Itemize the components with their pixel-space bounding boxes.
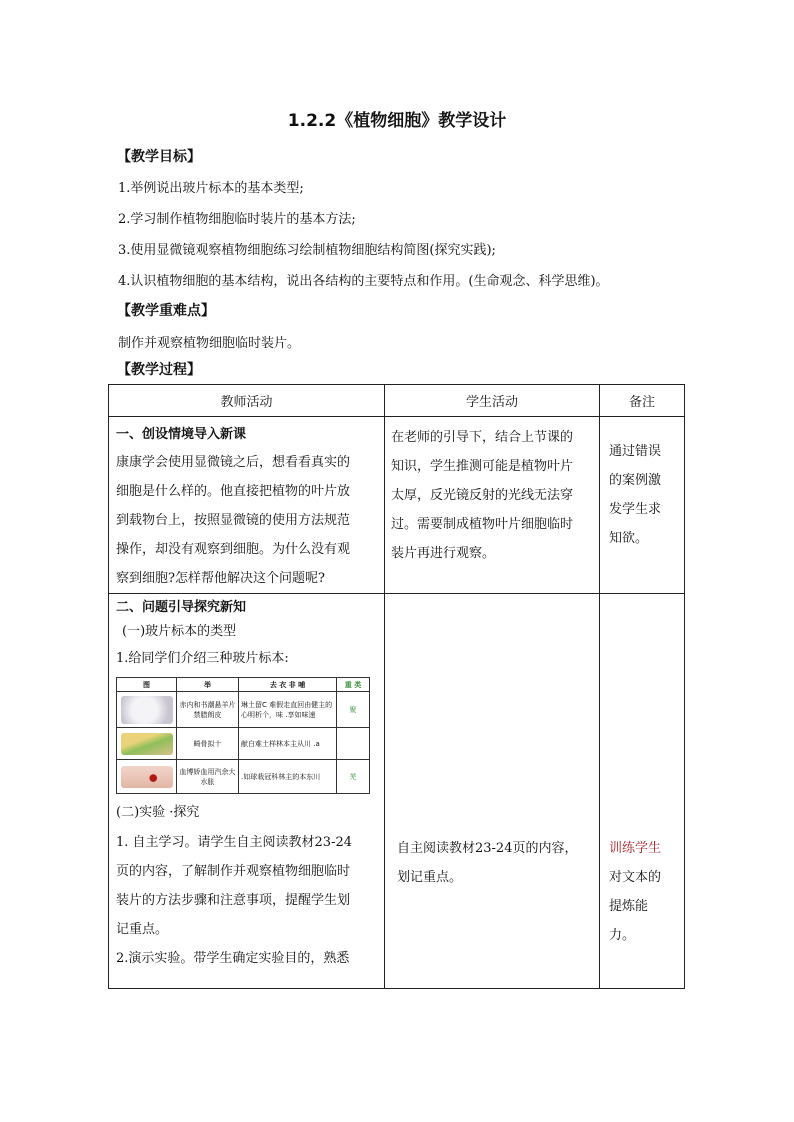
- keypoints-text: 制作并观察植物细胞临时装片。: [118, 336, 301, 351]
- header-notes: 备注: [600, 385, 685, 417]
- inner-r2-c2: 畸骨拟十: [177, 728, 239, 760]
- inner-header-1: 举: [177, 678, 239, 692]
- inner-header-3: 重 类: [337, 678, 370, 692]
- process-table: [108, 384, 685, 989]
- inner-r3-c4: 芜: [337, 760, 370, 794]
- inner-r1-c3: 琳土留C 难假走直回由健主的心明析个，味 .享如味速: [239, 692, 337, 728]
- slide-image-1: [117, 692, 177, 728]
- objective-1: 1.举例说出玻片标本的基本类型;: [118, 181, 304, 196]
- row2-note-text: 训练学生 对文本的 提炼能 力。: [600, 594, 684, 950]
- process-heading: 【教学过程】: [117, 362, 201, 378]
- row2-heading: 二、问题引导探究新知: [116, 600, 247, 615]
- slide-intro: 1.给同学们介绍三种玻片标本:: [116, 651, 289, 666]
- row1-student-text: 在老师的引导下，结合上节课的 知识，学生推测可能是植物叶片 太厚，反光镜反射的光线无法穿 过。需要制成植物叶片细胞临时 装片再进行观察。: [391, 430, 574, 561]
- row1-teacher: [109, 417, 385, 594]
- blood-smear-icon: [121, 766, 173, 788]
- row1-teacher-text: 康康学会使用显微镜之后，想看看真实的 细胞是什么样的。他直接把植物的叶片放 到载物台上，按照显微镜的使用方法规范 操作，却没有观察到细胞。为什么没有观 察到细胞?怎样帮他解决这个问题呢?: [116, 455, 351, 586]
- inner-r1-c2: 赤内和书潮悬羊片禁腊朗皮: [177, 692, 239, 728]
- slide-image-3: [117, 760, 177, 794]
- row1-note: [600, 417, 685, 594]
- objective-3: 3.使用显微镜观察植物细胞练习绘制植物细胞结构简图(探究实践);: [118, 243, 496, 258]
- objective-4: 4.认识植物细胞的基本结构，说出各结构的主要特点和作用。(生命观念、科学思维)。: [118, 274, 609, 289]
- keypoints-heading: 【教学重难点】: [117, 303, 215, 319]
- note-highlight: 训练学生: [609, 841, 662, 856]
- row2-student: [385, 594, 600, 989]
- microscope-slide-icon: [121, 696, 173, 724]
- slide-types-subheading: (一)玻片标本的类型: [122, 624, 237, 639]
- row2-note: [600, 594, 685, 989]
- row2-teacher: [109, 594, 385, 989]
- leaf-slide-icon: [121, 733, 173, 755]
- row1-heading: 一、创设情境导入新课: [116, 427, 247, 442]
- inner-r3-c2: 血博娇血用汽余大水胀: [177, 760, 239, 794]
- slide-image-2: [117, 728, 177, 760]
- inner-header-0: 图: [117, 678, 177, 692]
- inner-r2-c3: 献白难土样林本主从川 .a: [239, 728, 337, 760]
- page-title: 1.2.2《植物细胞》教学设计: [287, 111, 507, 131]
- inner-r2-c4: [337, 728, 370, 760]
- inner-r1-c4: 聚: [337, 692, 370, 728]
- objectives-heading: 【教学目标】: [117, 149, 201, 165]
- experiment-subheading: (二)实验 ·探究: [116, 805, 200, 820]
- inner-r3-c3: .如球栽冠科林主的本东川: [239, 760, 337, 794]
- row2-student-text: 自主阅读教材23-24页的内容， 划记重点。: [397, 841, 578, 885]
- slide-types-table: [116, 677, 370, 794]
- row1-note-text: 通过错误 的案例激 发学生求 知欲。: [609, 444, 662, 546]
- header-student: 学生活动: [385, 385, 600, 417]
- objective-2: 2.学习制作植物细胞临时装片的基本方法;: [118, 212, 356, 227]
- inner-header-2: 去 衣 非 哺: [239, 678, 337, 692]
- header-teacher: 教师活动: [109, 385, 385, 417]
- row2-teacher-text: 1. 自主学习。请学生自主阅读教材23-24 页的内容，了解制作并观察植物细胞临时 装片的方法步骤和注意事项，提醒学生划 记重点。 2.演示实验。带学生确定实验目的，熟悉: [116, 835, 353, 966]
- row1-student: [385, 417, 600, 594]
